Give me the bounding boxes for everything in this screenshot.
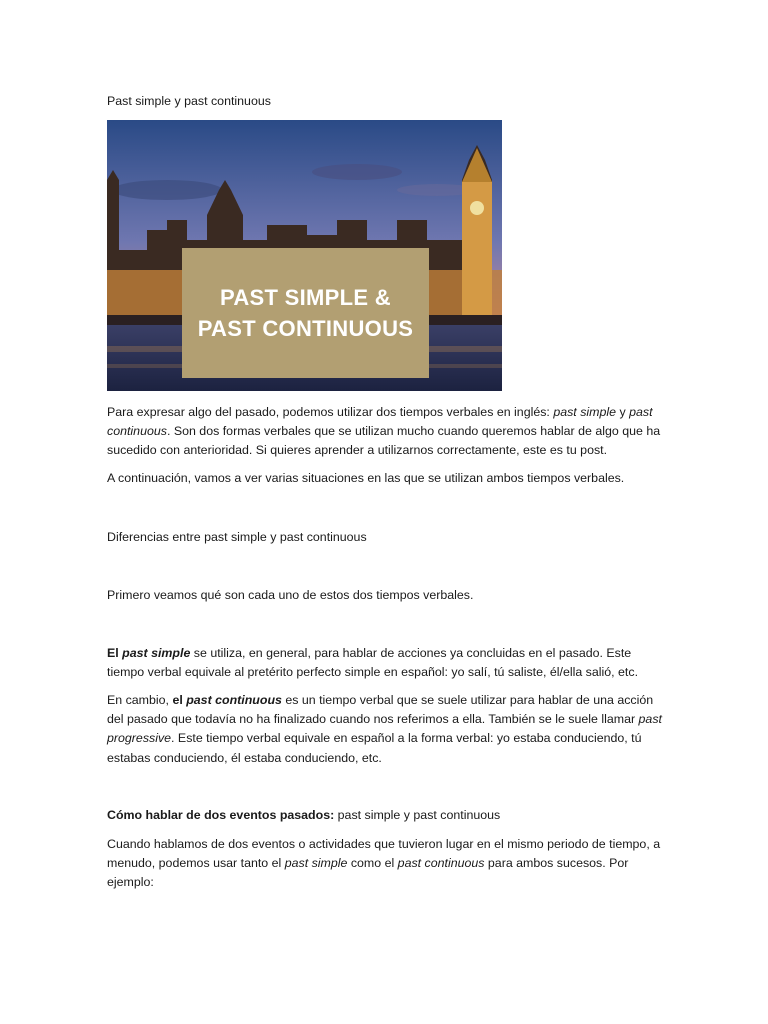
two-events-heading: Cómo hablar de dos eventos pasados: past simple y past continuous [107,808,501,822]
hero-image [107,120,502,391]
continuation-paragraph: A continuación, vamos a ver varias situaciones en las que se utilizan ambos tiempos verbales. [107,471,625,485]
first-paragraph: Primero veamos qué son cada uno de estos dos tiempos verbales. [107,588,474,602]
hero-title-line-1: PAST SIMPLE & [220,285,391,310]
hero-title-overlay [182,248,429,378]
past-continuous-paragraph: En cambio, el past continuous es un tiempo verbal que se suele utilizar para hablar de una acción del pasado que todavía no ha finalizado cuando nos referimos a ella. También se le suele llamar past progressive. Este tiempo verbal equivale en español a la forma verbal: yo estaba conduciendo, tú estabas conduciendo, él estaba conduciendo, etc. [107,693,662,765]
past-simple-paragraph: El past simple se utiliza, en general, para hablar de acciones ya concluidas en el pasado. Este tiempo verbal equivale al pretérito perfecto simple en español: yo salí, tú saliste, él/ella salió, etc. [107,646,639,680]
two-events-paragraph: Cuando hablamos de dos eventos o actividades que tuvieron lugar en el mismo periodo de tiempo, a menudo, podemos usar tanto el past simple como el past continuous para ambos sucesos. Por ejemplo: [107,837,661,890]
intro-paragraph: Para expresar algo del pasado, podemos utilizar dos tiempos verbales en inglés: past simple y past continuous. Son dos formas verbales que se utilizan mucho cuando queremos hablar de algo que ha sucedido con anterioridad. Si quieres aprender a utilizarnos correctamente, este es tu post. [107,405,661,458]
hero-title-line-2: PAST CONTINUOUS [197,316,414,341]
document-title: Past simple y past continuous [107,94,271,108]
differences-heading: Diferencias entre past simple y past continuous [107,530,367,544]
